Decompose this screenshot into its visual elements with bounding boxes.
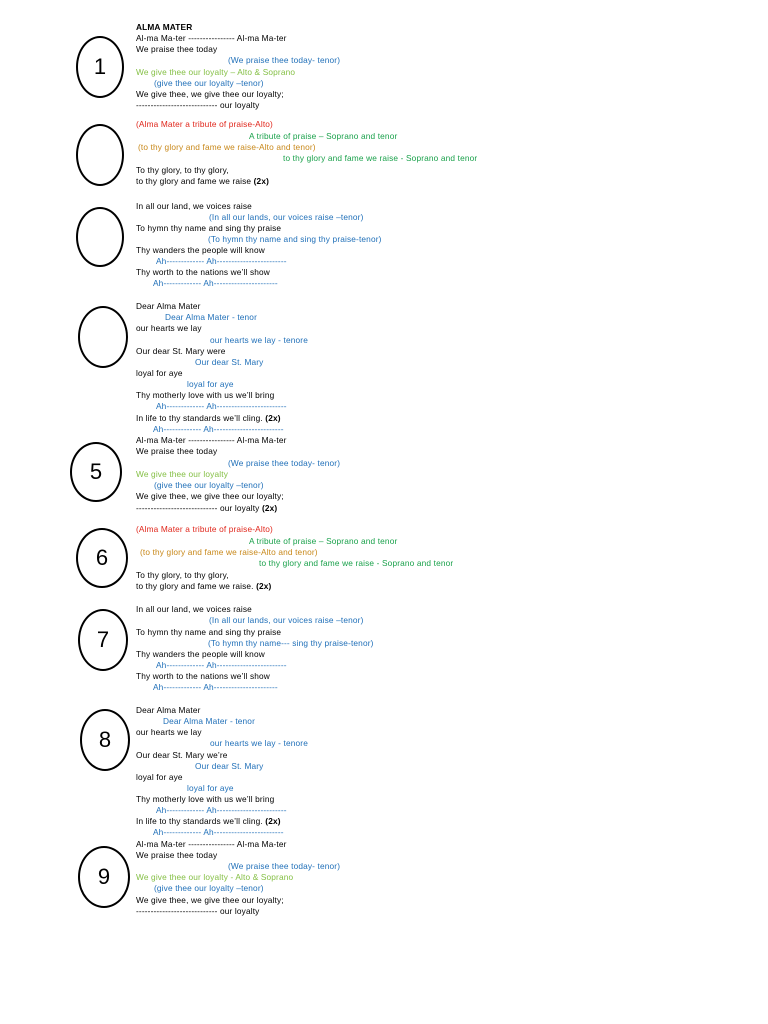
lyric-line: Thy worth to the nations we’ll show	[136, 671, 270, 681]
lyric-line: loyal for aye	[136, 772, 183, 782]
lyric-line: (give thee our loyalty –tenor)	[154, 480, 264, 490]
lyric-line: Thy motherly love with us we’ll bring	[136, 390, 275, 400]
repeat-marker: (2x)	[253, 176, 269, 186]
repeat-marker: (2x)	[261, 503, 278, 513]
lyric-line: To thy glory, to thy glory,	[136, 570, 229, 580]
lyric-line: Al-ma Ma-ter ---------------- Al-ma Ma-ter	[136, 33, 287, 43]
lyric-line: (give thee our loyalty –tenor)	[154, 883, 264, 893]
lyric-line: In life to thy standards we’ll cling. (2x)	[136, 816, 281, 826]
lyric-line: (We praise thee today- tenor)	[228, 55, 341, 65]
lyric-line: Al-ma Ma-ter ---------------- Al-ma Ma-ter	[136, 839, 287, 849]
verse-marker-9: 9	[78, 846, 130, 908]
repeat-marker: (2x)	[265, 816, 281, 826]
lyric-line: (In all our lands, our voices raise –tenor)	[209, 615, 364, 625]
lyric-line: (Alma Mater a tribute of praise-Alto)	[136, 524, 273, 534]
lyric-line: A tribute of praise – Soprano and tenor	[249, 536, 398, 546]
lyric-line: Our dear St. Mary were	[136, 346, 226, 356]
lyric-line: ---------------------------- our loyalty	[136, 906, 260, 916]
lyric-line: to thy glory and fame we raise (2x)	[136, 176, 269, 186]
lyric-line: Ah------------- Ah------------------------	[153, 424, 284, 434]
lyric-line: Ah------------- Ah----------------------	[153, 682, 278, 692]
lyric-line: We give thee our loyalty – Alto & Soprano	[136, 67, 296, 77]
lyric-line: (to thy glory and fame we raise-Alto and tenor)	[140, 547, 318, 557]
lyric-line: ---------------------------- our loyalty	[136, 100, 260, 110]
lyric-line: We praise thee today	[136, 44, 218, 54]
lyric-line: (give thee our loyalty –tenor)	[154, 78, 264, 88]
lyric-line: to thy glory and fame we raise - Soprano and tenor	[283, 153, 478, 163]
lyric-line: In all our land, we voices raise	[136, 604, 252, 614]
lyric-line: To thy glory, to thy glory,	[136, 165, 229, 175]
lyric-line: loyal for aye	[187, 379, 234, 389]
lyric-line: Al-ma Ma-ter ---------------- Al-ma Ma-ter	[136, 435, 287, 445]
lyric-line: We praise thee today	[136, 850, 218, 860]
repeat-marker: (2x)	[256, 581, 272, 591]
lyric-line: (to thy glory and fame we raise-Alto and tenor)	[138, 142, 316, 152]
lyric-line: our hearts we lay - tenore	[210, 335, 308, 345]
lyric-line: to thy glory and fame we raise. (2x)	[136, 581, 272, 591]
song-title: ALMA MATER	[136, 22, 193, 32]
lyric-line: (To hymn thy name and sing thy praise-tenor)	[208, 234, 382, 244]
lyric-line: (To hymn thy name--- sing thy praise-tenor)	[208, 638, 374, 648]
lyric-line: Thy wanders the people will know	[136, 245, 265, 255]
lyric-line: Thy worth to the nations we’ll show	[136, 267, 270, 277]
lyric-line: Ah------------- Ah------------------------	[156, 401, 287, 411]
lyric-line: We give thee our loyalty	[136, 469, 228, 479]
lyric-line: Ah------------- Ah------------------------	[156, 805, 287, 815]
lyric-line: Ah------------- Ah------------------------	[156, 256, 287, 266]
verse-marker-6: 6	[76, 528, 128, 588]
lyric-line: loyal for aye	[136, 368, 183, 378]
verse-marker-3	[76, 207, 124, 267]
lyric-line: We give thee, we give thee our loyalty;	[136, 895, 284, 905]
lyric-line: our hearts we lay	[136, 323, 202, 333]
lyric-line: Dear Alma Mater - tenor	[163, 716, 255, 726]
lyric-line: Our dear St. Mary we’re	[136, 750, 228, 760]
lyric-line: Dear Alma Mater	[136, 705, 201, 715]
lyric-line: loyal for aye	[187, 783, 234, 793]
lyric-line: A tribute of praise – Soprano and tenor	[249, 131, 398, 141]
lyric-line: We give thee, we give thee our loyalty;	[136, 491, 284, 501]
lyric-line: To hymn thy name and sing thy praise	[136, 627, 282, 637]
verse-marker-2	[76, 124, 124, 186]
lyric-line: To hymn thy name and sing thy praise	[136, 223, 282, 233]
verse-marker-1: 1	[76, 36, 124, 98]
verse-marker-7: 7	[78, 609, 128, 671]
lyric-line: Ah------------- Ah------------------------	[153, 827, 284, 837]
lyric-line: Dear Alma Mater	[136, 301, 201, 311]
lyric-line: Our dear St. Mary	[195, 357, 264, 367]
lyric-line: to thy glory and fame we raise - Soprano and tenor	[259, 558, 454, 568]
verse-marker-5: 5	[70, 442, 122, 502]
lyric-line: In life to thy standards we’ll cling. (2x)	[136, 413, 281, 423]
lyric-line: ---------------------------- our loyalty (2x)	[136, 503, 278, 513]
lyric-line: our hearts we lay	[136, 727, 202, 737]
lyric-line: Dear Alma Mater - tenor	[165, 312, 257, 322]
lyric-line: (We praise thee today- tenor)	[228, 458, 341, 468]
lyric-line: (In all our lands, our voices raise –tenor)	[209, 212, 364, 222]
lyric-line: Our dear St. Mary	[195, 761, 264, 771]
lyric-line: We give thee our loyalty - Alto & Soprano	[136, 872, 294, 882]
verse-marker-4	[78, 306, 128, 368]
lyric-line: In all our land, we voices raise	[136, 201, 252, 211]
lyric-line: (We praise thee today- tenor)	[228, 861, 341, 871]
repeat-marker: (2x)	[265, 413, 281, 423]
lyric-line: Ah------------- Ah----------------------	[153, 278, 278, 288]
lyric-line: We give thee, we give thee our loyalty;	[136, 89, 284, 99]
verse-marker-8: 8	[80, 709, 130, 771]
lyric-line: (Alma Mater a tribute of praise-Alto)	[136, 119, 273, 129]
lyric-line: Thy wanders the people will know	[136, 649, 265, 659]
lyric-line: We praise thee today	[136, 446, 218, 456]
lyric-line: Ah------------- Ah------------------------	[156, 660, 287, 670]
lyric-line: Thy motherly love with us we’ll bring	[136, 794, 275, 804]
lyric-line: our hearts we lay - tenore	[210, 738, 308, 748]
